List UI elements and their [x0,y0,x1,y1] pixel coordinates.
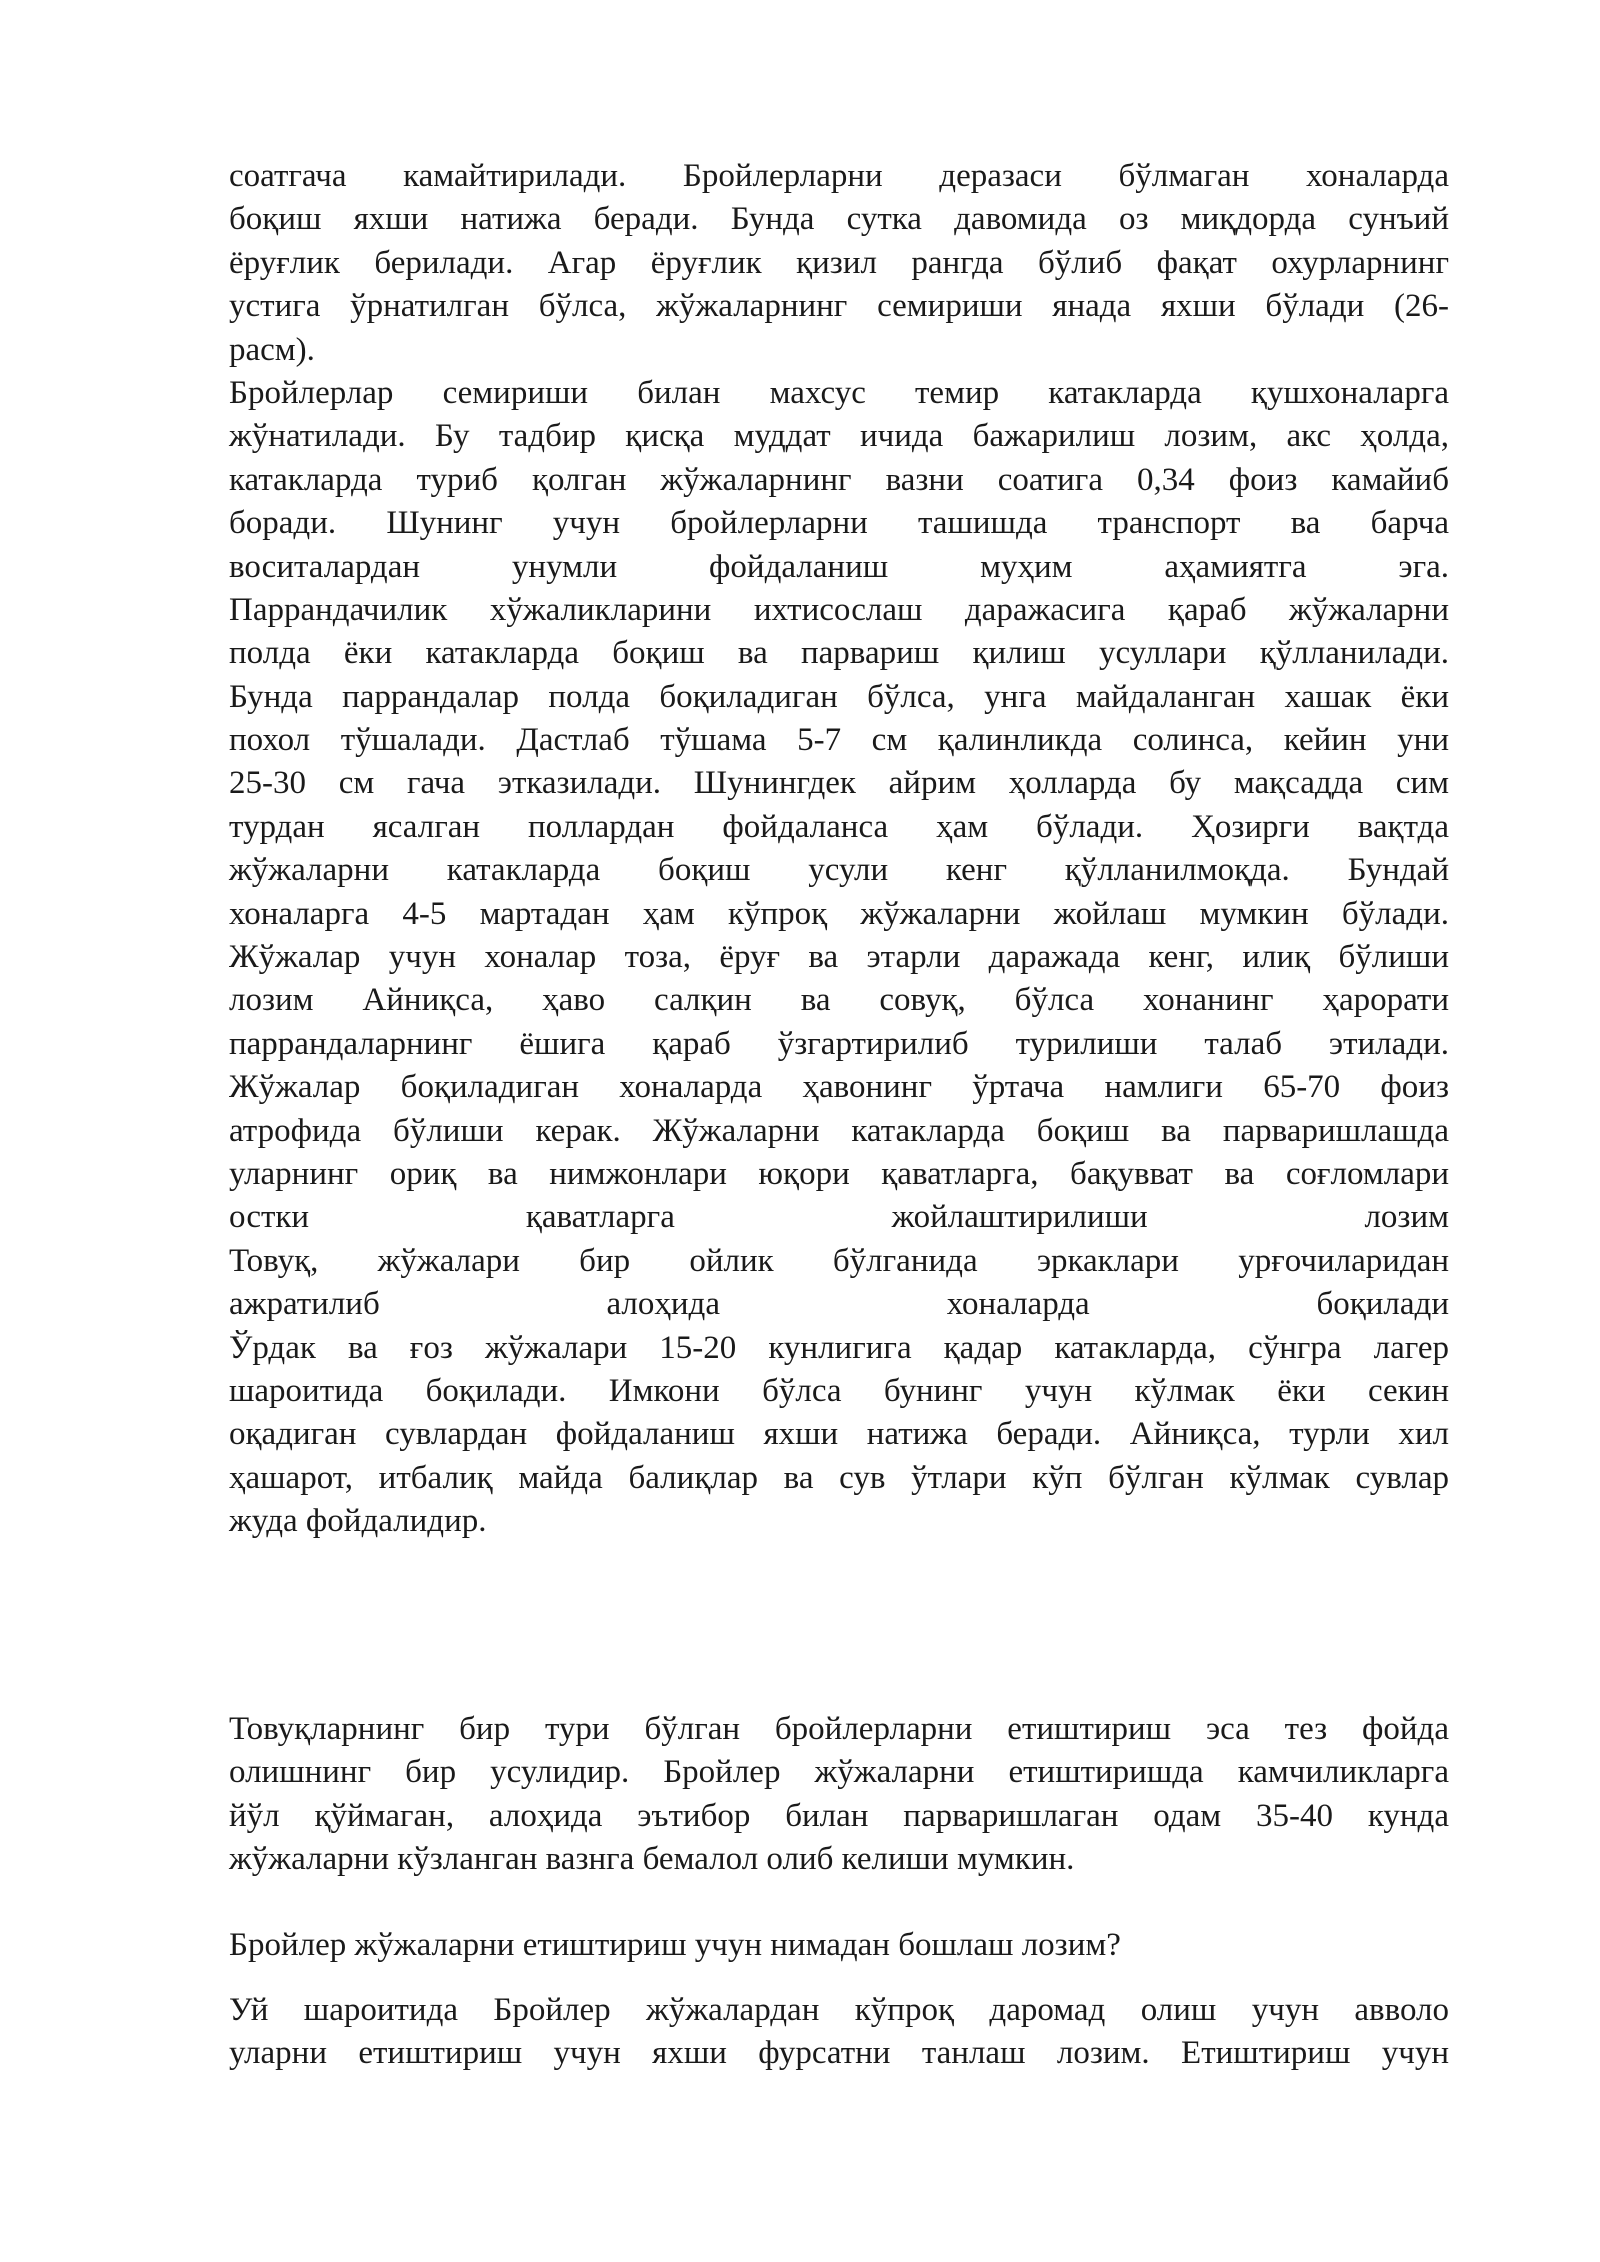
text-line: Бунда паррандалар полда боқиладиган бўлса, унга майдаланган хашак ёки [229,678,1449,715]
text-line: Товуқларнинг бир тури бўлган бройлерларни етиштириш эса тез фойда [229,1711,1449,1747]
text-line: Бройлерлар семириши билан махсус темир катакларда қушхоналарга [229,374,1449,411]
text-line: устига ўрнатилган бўлса, жўжаларнинг семириши янада яхши бўлади (26- [229,288,1449,325]
text-line: остки қаватларга жойлаштирилиши лозим [229,1199,1449,1236]
text-line: Ўрдак ва ғоз жўжалари 15-20 кунлигига қадар катакларда, сўнгра лагер [229,1329,1449,1366]
text-line: похол тўшалади. Дастлаб тўшама 5-7 см қалинликда солинса, кейин уни [229,722,1449,759]
text-line: уларни етиштириш учун яхши фурсатни танлаш лозим. Етиштириш учун [229,2035,1449,2072]
text-line: Жўжалар боқиладиган хоналарда ҳавонинг ўртача намлиги 65-70 фоиз [229,1069,1449,1106]
text-line: полда ёки катакларда боқиш ва парвариш қилиш усуллари қўлланилади. [229,635,1449,672]
text-line: ажратилиб алоҳида хоналарда боқилади [229,1286,1449,1323]
text-block-3 [229,1924,1449,1967]
text-line: боқиш яхши натижа беради. Бунда сутка давомида оз миқдорда сунъий [229,201,1449,238]
text-line: оқадиган сувлардан фойдаланиш яхши натижа беради. Айниқса, турли хил [229,1416,1449,1453]
text-line: турдан ясалган поллардан фойдаланса ҳам бўлади. Ҳозирги вақтда [229,808,1449,845]
text-line: паррандаларнинг ёшига қараб ўзгартирилиб турилиши талаб этилади. [229,1025,1449,1062]
text-line: 25-30 см гача этказилади. Шунингдек айрим ҳолларда бу мақсадда сим [229,765,1449,802]
text-line: соатгача камайтирилади. Бройлерларни деразаси бўлмаган хоналарда [229,158,1449,194]
text-line: олишнинг бир усулидир. Бройлер жўжаларни етиштиришда камчиликларга [229,1754,1449,1791]
text-line: Бройлер жўжаларни етиштириш учун нимадан бошлаш лозим? [229,1927,1121,1963]
text-line: катакларда туриб қолган жўжаларнинг вазни соатига 0,34 фоиз камайиб [229,461,1449,498]
text-line: боради. Шунинг учун бройлерларни ташишда транспорт ва барча [229,505,1449,542]
text-block-1 [229,155,1449,1544]
text-line: ҳашарот, итбалиқ майда балиқлар ва сув ўтлари кўп бўлган кўлмак сувлар [229,1459,1449,1496]
text-line: воситалардан унумли фойдаланиш муҳим аҳамиятга эга. [229,548,1449,585]
text-line: шароитида боқилади. Имкони бўлса бунинг учун кўлмак ёки секин [229,1372,1449,1409]
text-line: Уй шароитида Бройлер жўжалардан кўпроқ даромад олиш учун авволо [229,1992,1449,2028]
text-line: Паррандачилик хўжаликларини ихтисослаш даражасига қараб жўжаларни [229,591,1449,628]
text-block-4 [229,1989,1449,2076]
text-line: хоналарга 4-5 мартадан ҳам кўпроқ жўжаларни жойлаш мумкин бўлади. [229,895,1449,932]
text-line: жўжаларни катакларда боқиш усули кенг қўлланилмоқда. Бундай [229,852,1449,889]
text-line: Товуқ, жўжалари бир ойлик бўлганида эркаклари урғочиларидан [229,1242,1449,1279]
text-line: жўнатилади. Бу тадбир қисқа муддат ичида бажарилиш лозим, акс ҳолда, [229,418,1449,455]
text-line: расм). [229,331,315,368]
text-line: Жўжалар учун хоналар тоза, ёруғ ва этарли даражада кенг, илиқ бўлиши [229,939,1449,976]
text-line: атрофида бўлиши керак. Жўжаларни катакларда боқиш ва парваришлашда [229,1112,1449,1149]
text-line: жуда фойдалидир. [229,1503,487,1540]
text-line: лозим Айниқса, ҳаво салқин ва совуқ, бўлса хонанинг ҳарорати [229,982,1449,1019]
text-block-2 [229,1708,1449,1882]
text-line: уларнинг ориқ ва нимжонлари юқори қаватларга, бақувват ва соғломлари [229,1155,1449,1192]
text-line: ёруғлик берилади. Агар ёруғлик қизил рангда бўлиб фақат охурларнинг [229,244,1449,281]
text-line: йўл қўймаган, алоҳида эътибор билан парваришлаган одам 35-40 кунда [229,1797,1449,1834]
text-line: жўжаларни кўзланган вазнга бемалол олиб келиши мумкин. [229,1841,1075,1878]
